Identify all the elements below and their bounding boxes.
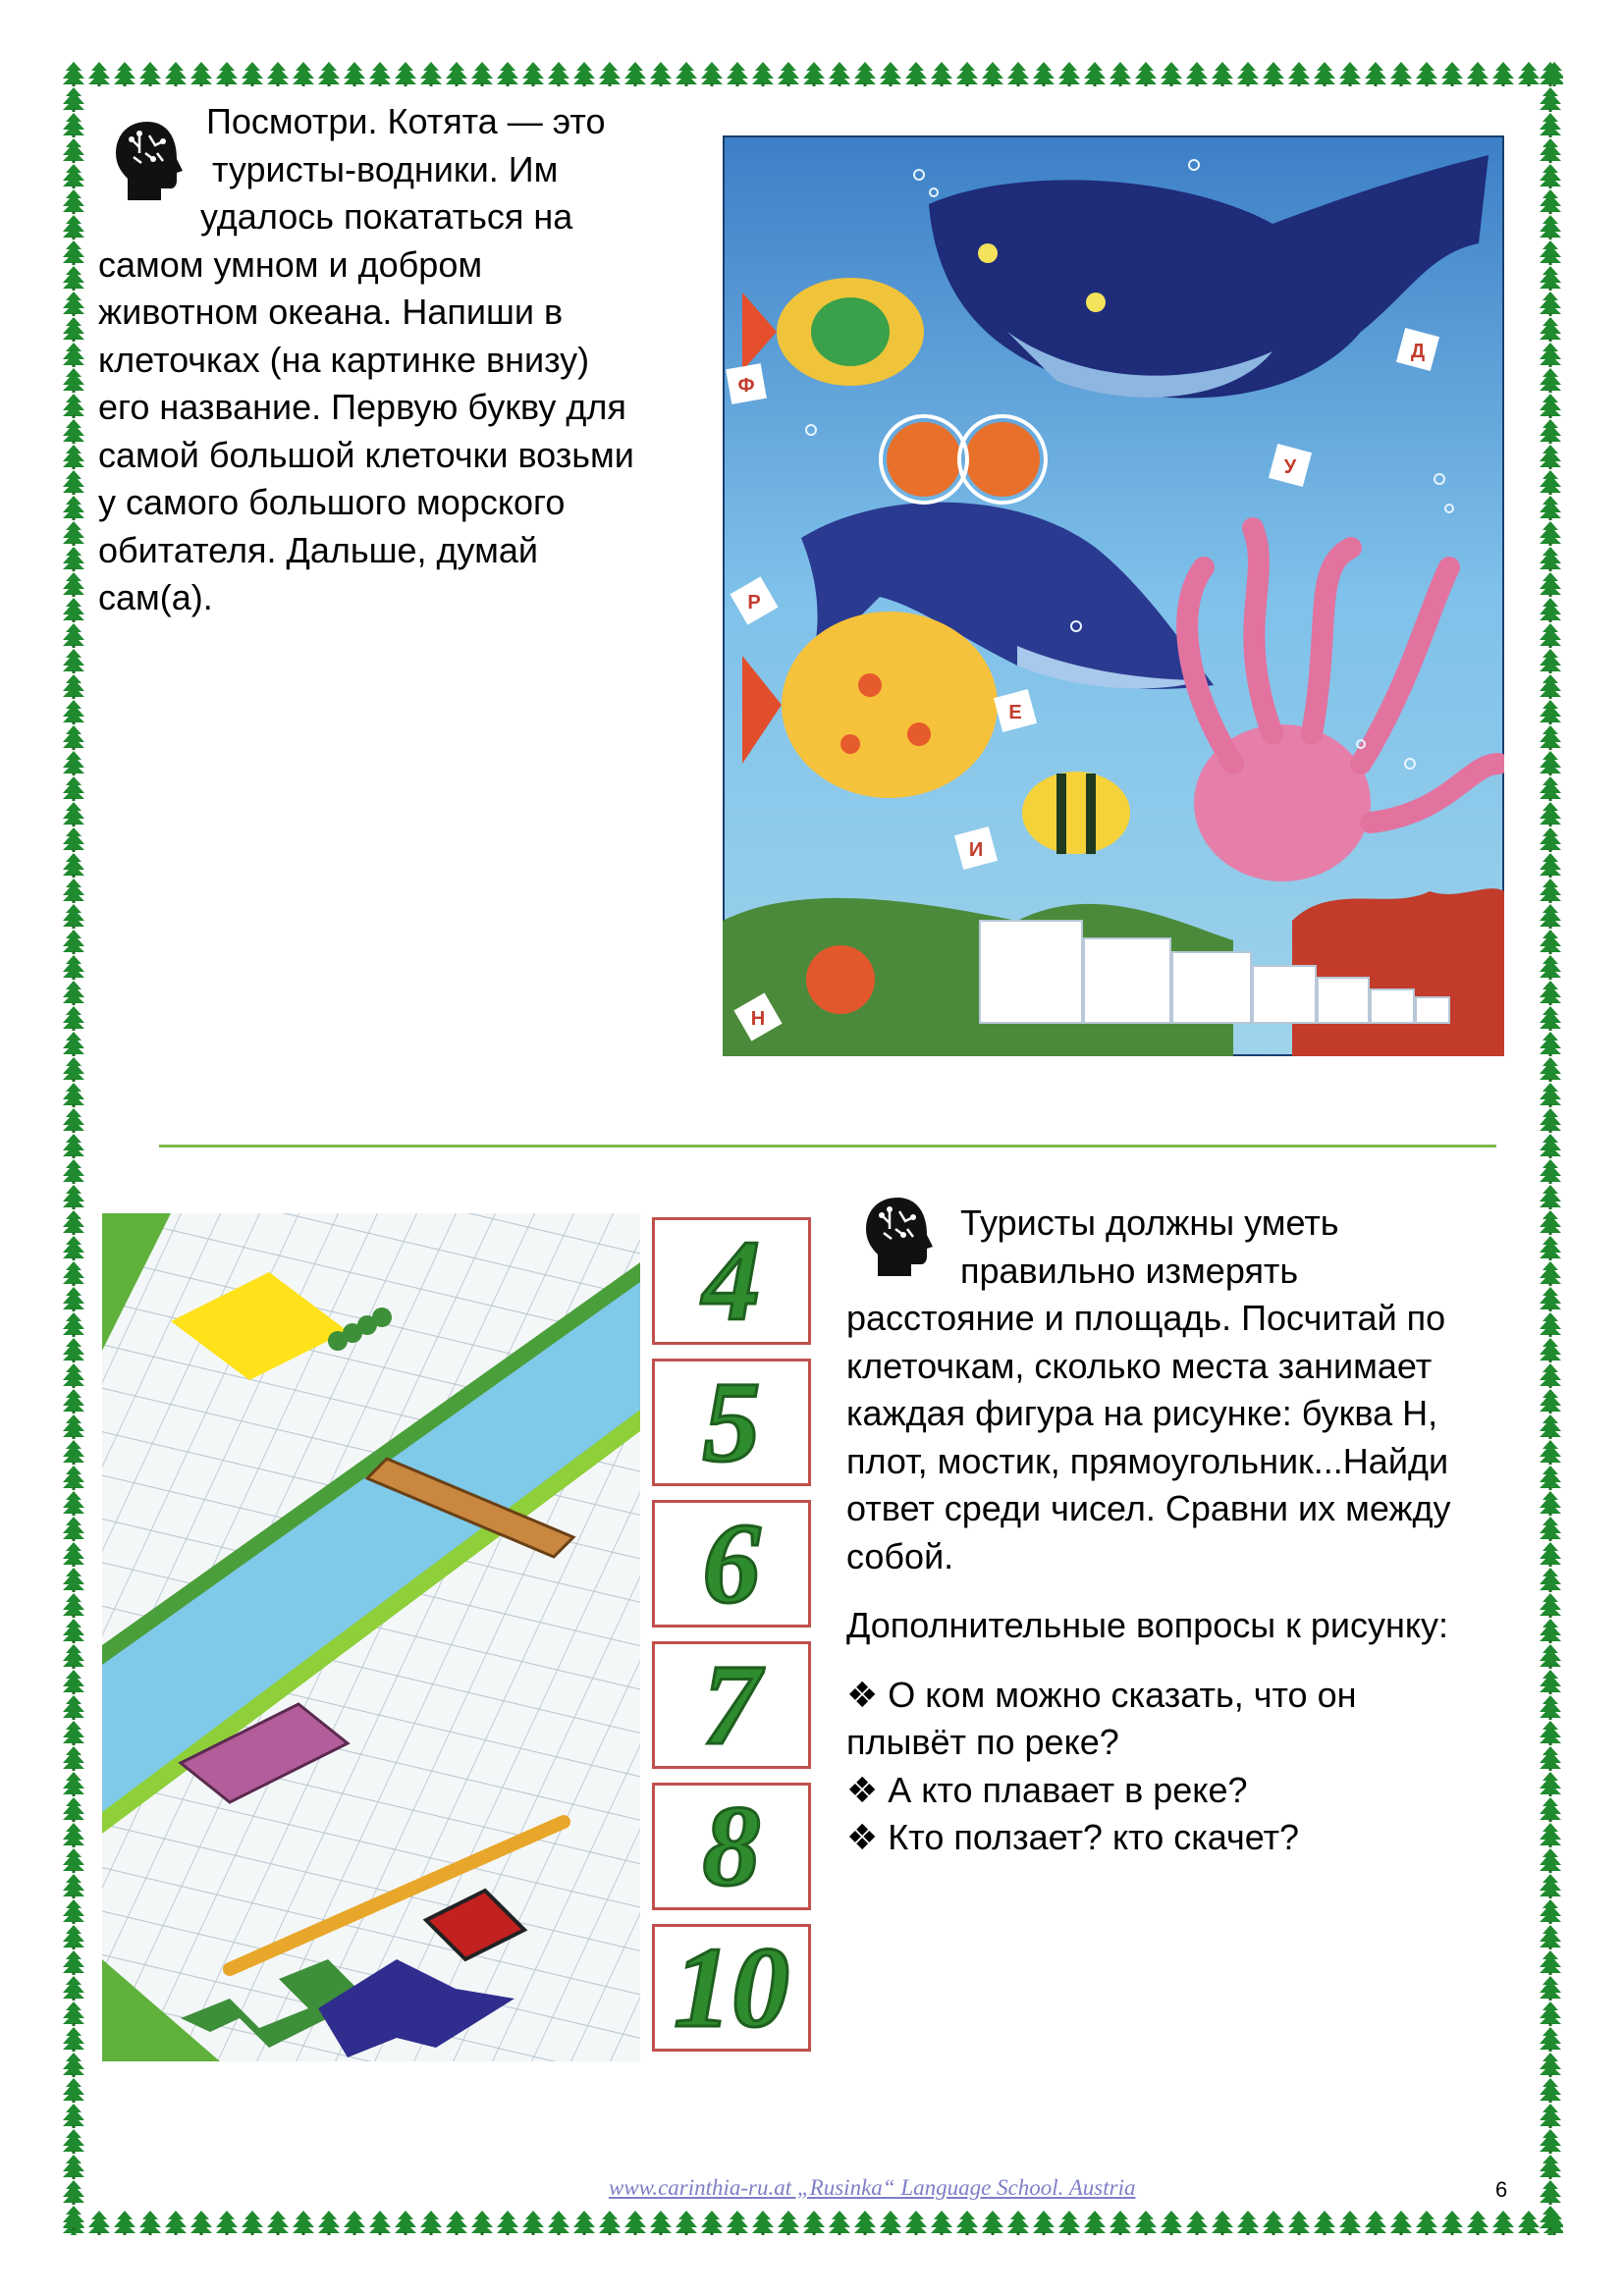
task2-line: собой. [846,1535,954,1576]
letter-tag: И [968,839,984,861]
task1-line: сам(а). [98,577,213,617]
section-divider [159,1145,1496,1148]
number-value: 7 [702,1640,761,1769]
page-number: 6 [1495,2177,1508,2202]
task2-line: каждая фигура на рисунке: буква Н, [846,1393,1438,1433]
number-box [652,1783,811,1910]
task2-line: плот, мостик, прямоугольник...Найди [846,1440,1449,1481]
task1-text [98,98,697,622]
task2-line: Туристы должны уметь [960,1202,1339,1243]
question-line: ❖ А кто плавает в реке? [846,1769,1248,1810]
task2-line: правильно измерять [960,1250,1299,1291]
number-box [652,1500,811,1628]
border-top [61,61,1563,86]
task1-line: клеточках (на картинке внизу) [98,339,590,380]
task1-line: у самого большого морского [98,482,566,522]
number-value: 4 [702,1216,761,1345]
question-line: ❖ О ком можно сказать, что он [846,1674,1357,1715]
question-line: плывёт по реке? [846,1722,1119,1762]
task2-line: ответ среди чисел. Сравни их между [846,1488,1451,1528]
number-value: 5 [702,1358,761,1486]
letter-tag: Е [1008,702,1022,723]
extra-questions-title: Дополнительные вопросы к рисунку: [846,1605,1449,1645]
task2-line: расстояние и площадь. Посчитай по [846,1298,1446,1338]
letter-tag: Д [1410,341,1426,362]
letter-tag: У [1283,456,1297,478]
number-box [652,1924,811,2052]
task1-line: Посмотри. Котята — это [206,101,606,141]
number-value: 6 [702,1499,761,1628]
letter-tag: Р [747,592,761,614]
task1-line: его название. Первую букву для [98,387,626,427]
letter-tag: Ф [737,375,755,397]
number-box [652,1217,811,1345]
footer-link[interactable]: www.carinthia-ru.at „Rusinka“ Language School. Austria [609,2175,1136,2200]
number-value: 10 [674,1923,789,2052]
task2-line: клеточкам, сколько места занимает [846,1345,1433,1386]
question-line: ❖ Кто ползает? кто скачет? [846,1817,1300,1857]
task2-text [846,1200,1534,1862]
number-box [652,1359,811,1486]
task1-line: туристы-водники. Им [212,148,559,189]
letter-tag: Н [750,1008,766,1030]
task1-line: обитателя. Дальше, думай [98,529,539,570]
task1-line: самом умном и добром [98,243,483,285]
border-right [1538,61,1563,2235]
task1-line: животном океана. Напиши в [98,292,564,332]
border-left [61,61,86,2235]
border-bottom [61,2210,1563,2235]
task1-line: самой большой клеточки возьми [98,434,634,475]
ocean-picture [723,135,1504,1056]
grid-picture [102,1213,640,2061]
number-value: 8 [702,1782,761,1910]
task1-line: удалось покататься на [200,196,573,237]
number-box [652,1641,811,1769]
